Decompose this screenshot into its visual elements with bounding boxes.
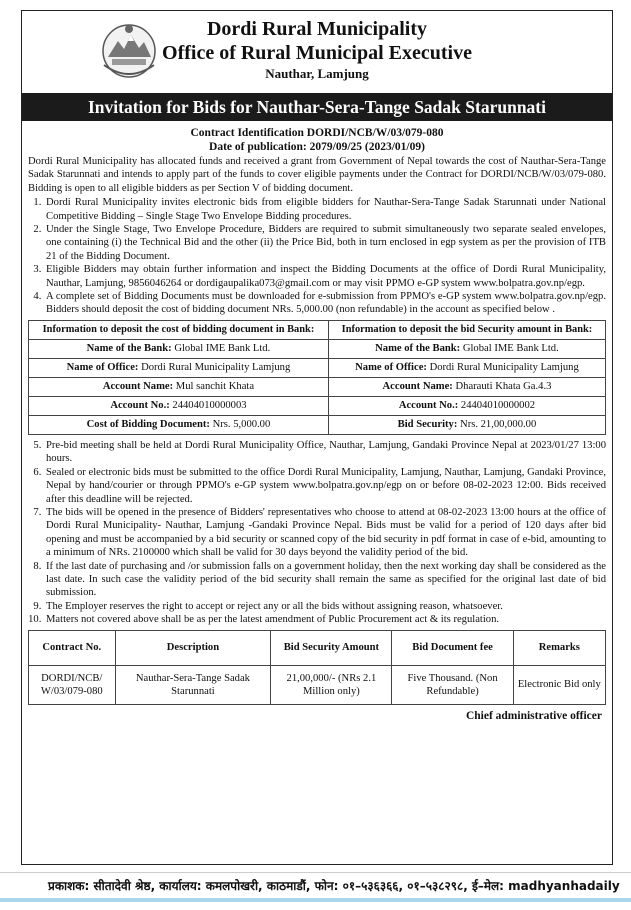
table-row <box>29 320 606 339</box>
contract-identification: Contract Identification DORDI/NCB/W/03/079-080 <box>190 127 444 139</box>
cell-value: 24404010000002 <box>458 400 536 412</box>
cell-label: Account Name: <box>102 381 174 393</box>
footer-bar <box>0 898 631 902</box>
list-item: 7. The bids will be opened in the presence of Bidders' representatives who choose to attend at 08-02-2023 13:00 hours at the office of Dordi Rural Municipality- Nauthar, Lamjung -Gandaki Province Nepal. Bids must be valid for a period of 120 days after bid opening and must be accompanied by a bid security or scanned copy of the bid security in pdf format in case of e-bid, amounting to a minimum of NRs. 2100000 which shall be valid for 30 days beyond the validity period of the bid. <box>44 506 606 560</box>
table-cell: DORDI/NCB/ W/03/079-080 <box>29 665 116 704</box>
table-row <box>29 377 606 396</box>
notice-header <box>22 11 612 91</box>
column-header: Bid Document fee <box>392 630 513 665</box>
publisher-info: प्रकाशक: सीतादेवी श्रेष्ठ, कार्यालय: कमलपोखरी, काठमाडौं, फोन: ०१–५३६३६६, ०१–५३८२९८, ई–मेल: madhyanhadaily <box>48 879 620 893</box>
table-row <box>29 339 606 358</box>
list-item: 10. Matters not covered above shall be as per the latest amendment of Public Procurement act & its regulation. <box>44 613 606 626</box>
notice-title-banner: Invitation for Bids for Nauthar-Sera-Tange Sadak Starunnati <box>22 93 612 121</box>
column-header: Remarks <box>513 630 605 665</box>
cell-label: Account No.: <box>110 400 170 412</box>
table-cell: 21,00,000/- (NRs 2.1 Million only) <box>271 665 392 704</box>
intro-paragraph: Dordi Rural Municipality has allocated funds and received a grant from Government of Nepal towards the cost of Nauthar-Sera-Tange Sadak Starunnati and intends to apply part of the funds to cover eligible payments under the Contract for DORDI/NCB/W/03/079-080. Bidding is open to all eligible bidders as per Section V of bidding document. <box>28 156 606 194</box>
table-row <box>29 665 606 704</box>
cell-value: Nrs. 21,00,000.00 <box>457 419 537 431</box>
list-item: 6. Sealed or electronic bids must be submitted to the office Dordi Rural Municipality, Lamjung, Nauthar, Lamjung, Gandaki Province, Nepal by hand/courier or through PPMO's e-GP system www.bolpatra.gov.np/egp on or before 08-02-2023 12:00. Bids received after this deadline will be rejected. <box>44 466 606 506</box>
cell-label: Name of Office: <box>355 362 427 374</box>
cell-value: Mul sanchit Khata <box>173 381 255 393</box>
conditions-list-first <box>28 196 606 317</box>
cell-label: Account No.: <box>398 400 459 412</box>
bank-table-left-header: Information to deposit the cost of bidding document in Bank: <box>29 320 329 339</box>
column-header: Description <box>115 630 271 665</box>
publisher-footer <box>0 872 631 902</box>
list-item: 8. If the last date of purchasing and /or submission falls on a government holiday, then the next working day shall be considered as the last date. In such case the validity period of the bid security shall remain the same as specified for the original last date of bid submission. <box>44 560 606 600</box>
table-row <box>29 396 606 415</box>
table-row <box>29 630 606 665</box>
list-item: 4. A complete set of Bidding Documents must be downloaded for e-submission from PPMO's e-GP system www.bolpatra.gov.np/egp. Bidders should deposit the cost of bidding document NRs. 5,000.00 (non refundable) in the account as specified below . <box>44 290 606 317</box>
office-location: Nauthar, Lamjung <box>265 66 369 81</box>
cell-value: Global IME Bank Ltd. <box>460 343 559 355</box>
list-item: 2. Under the Single Stage, Two Envelope Procedure, Bidders are required to submit simultaneously two separate sealed envelopes, one containing (i) the Technical Bid and the other (ii) the Price Bid, both in turn enclosed in egp system as per the provision of ITB 21 of the Bidding Document. <box>44 223 606 263</box>
table-row <box>29 415 606 434</box>
column-header: Bid Security Amount <box>271 630 392 665</box>
list-item: 1. Dordi Rural Municipality invites electronic bids from eligible bidders for Nauthar-Sera-Tange Sadak Starunnati under National Competitive Bidding – Single Stage Two Envelope Bidding procedures. <box>44 196 606 223</box>
municipality-name: Dordi Rural Municipality <box>206 18 427 40</box>
column-header: Contract No. <box>29 630 116 665</box>
signatory-title: Chief administrative officer <box>465 709 602 722</box>
cell-value: Global IME Bank Ltd. <box>171 343 271 355</box>
cell-label: Account Name: <box>382 381 453 393</box>
conditions-list-second <box>28 439 606 627</box>
bid-notice <box>21 10 613 865</box>
publication-date: Date of publication: 2079/09/25 (2023/01/09) <box>209 141 425 153</box>
table-row <box>29 358 606 377</box>
cell-value: Dordi Rural Municipality Lamjung <box>426 362 579 374</box>
list-item: 9. The Employer reserves the right to accept or reject any or all the bids without assigning reason, whatsoever. <box>44 600 606 613</box>
cell-label: Bid Security: <box>397 419 458 431</box>
cell-value: Dordi Rural Municipality Lamjung <box>138 362 291 374</box>
bid-summary-table <box>28 630 606 705</box>
cell-value: Nrs. 5,000.00 <box>209 419 271 431</box>
cell-value: Dharauti Khata Ga.4.3 <box>452 381 552 393</box>
cell-label: Name of Office: <box>66 362 139 374</box>
list-item: 5. Pre-bid meeting shall be held at Dordi Rural Municipality Office, Nauthar, Lamjung, Gandaki Province Nepal at 2023/01/27 13:00 hours. <box>44 439 606 466</box>
bank-details-table <box>28 320 606 435</box>
cell-value: 24404010000003 <box>169 400 247 412</box>
notice-body <box>22 155 612 723</box>
cell-label: Cost of Bidding Document: <box>86 419 210 431</box>
table-cell: Nauthar-Sera-Tange Sadak Starunnati <box>115 665 271 704</box>
cell-label: Name of the Bank: <box>375 343 461 355</box>
table-cell: Electronic Bid only <box>513 665 605 704</box>
nepal-emblem-icon <box>98 21 160 79</box>
office-name: Office of Rural Municipal Executive <box>162 42 472 64</box>
cell-label: Name of the Bank: <box>86 343 172 355</box>
bank-table-right-header: Information to deposit the bid Security amount in Bank: <box>328 320 605 339</box>
list-item: 3. Eligible Bidders may obtain further information and inspect the Bidding Documents at the office of Dordi Rural Municipality, Nauthar, Lamjung, 9856046264 or dordigaupalika073@gmail.com or may visit PPMO e-GP system www.bolpatra.gov.np/egp. <box>44 263 606 290</box>
table-cell: Five Thousand. (Non Refundable) <box>392 665 513 704</box>
